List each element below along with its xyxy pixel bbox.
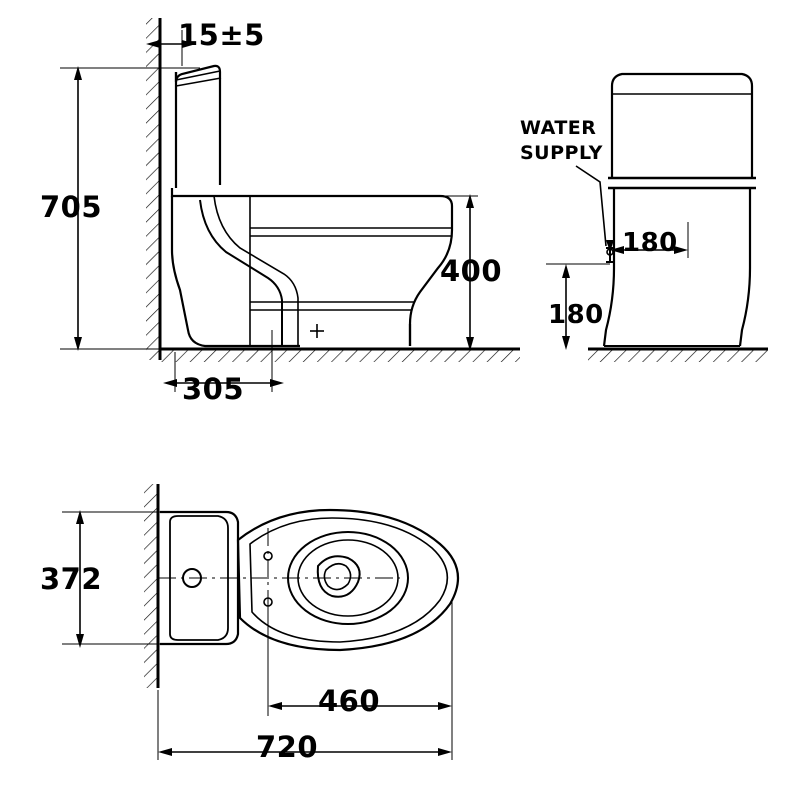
dim-label-overall-length: 720	[256, 730, 319, 764]
plan-view	[62, 484, 458, 760]
dim-label-supply-vertical: 180	[548, 300, 604, 330]
dim-label-supply-horizontal: 180	[622, 228, 678, 258]
dim-label-tank-gap: 15±5	[178, 18, 265, 52]
water-supply-label-line1: WATER	[520, 117, 597, 139]
water-supply-label-line2: SUPPLY	[520, 142, 603, 164]
dim-label-bolt-to-front: 460	[318, 684, 381, 718]
dim-label-rim-height: 400	[440, 254, 503, 288]
dim-label-total-height: 705	[40, 190, 103, 224]
dim-label-rough-in: 305	[182, 372, 245, 406]
dim-label-plan-width: 372	[40, 562, 103, 596]
